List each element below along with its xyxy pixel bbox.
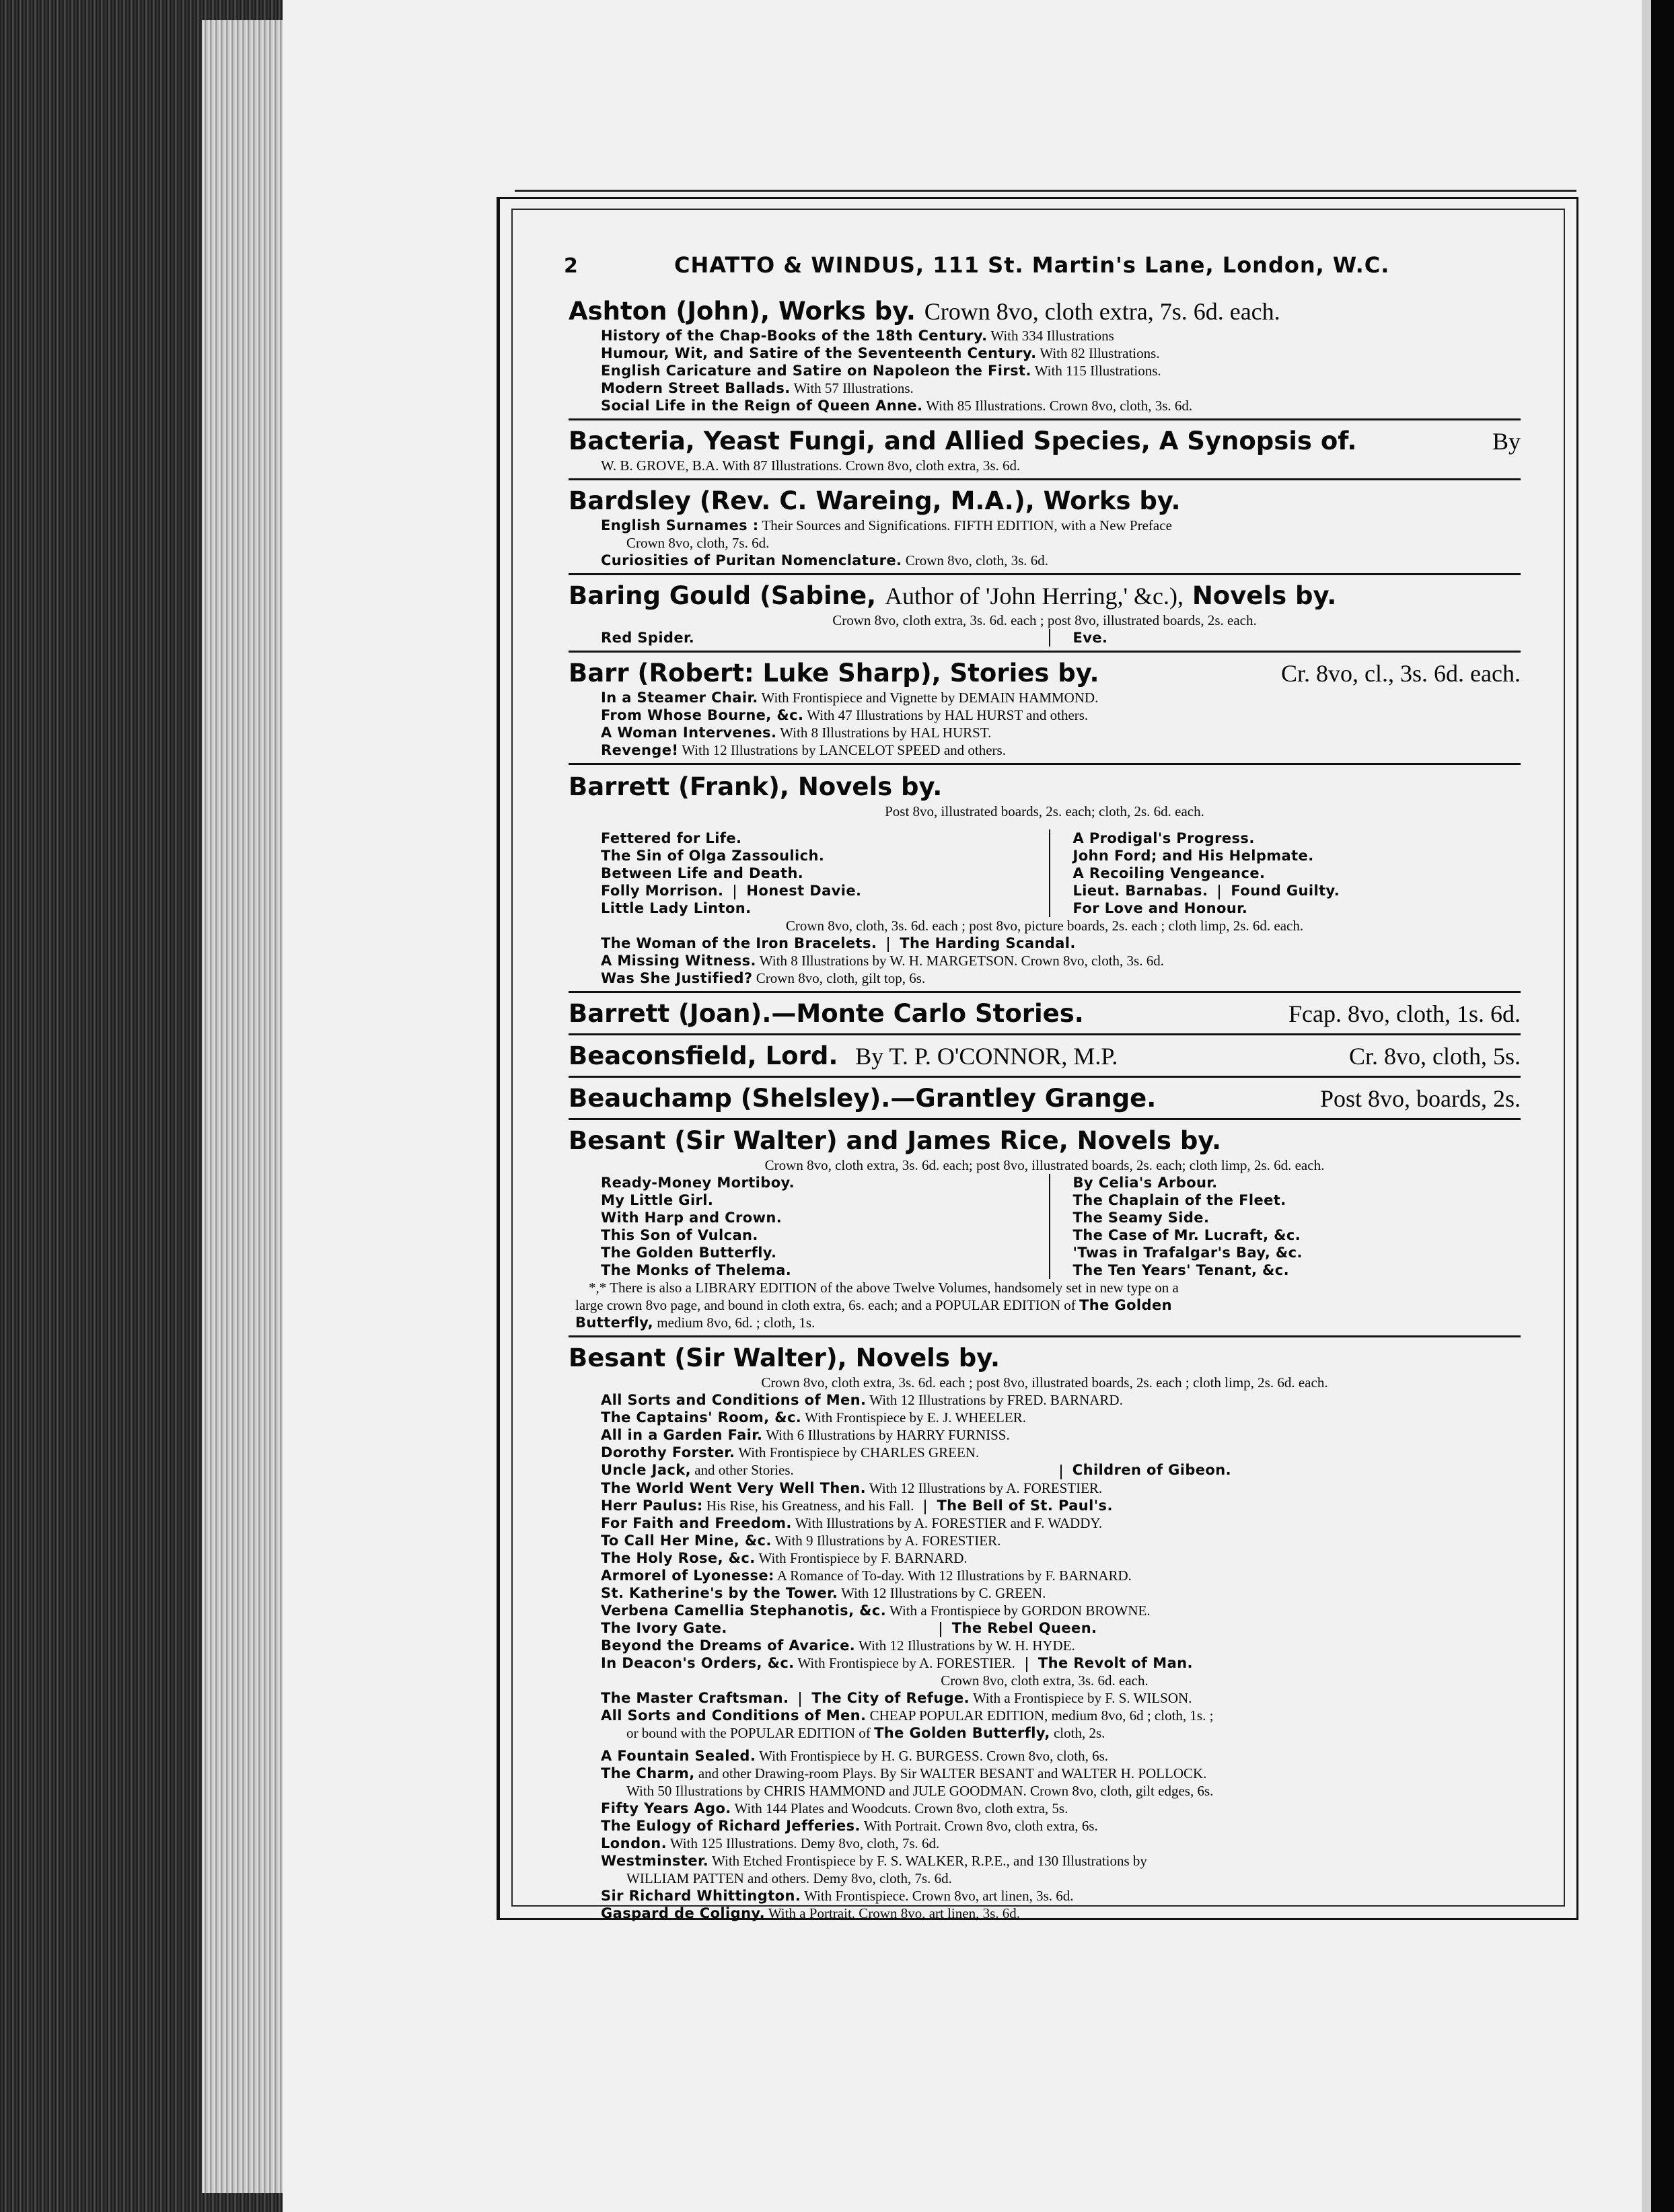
price-line: Crown 8vo, cloth, 7s. 6d. bbox=[626, 535, 770, 551]
list-item: Westminster. With Etched Frontispiece by F. S. WALKER, R.P.E., and 130 Illustrations by bbox=[601, 1853, 1147, 1870]
author-heading: Beauchamp (Shelsley).—Grantley Grange. bbox=[569, 1084, 1157, 1113]
format-text: Crown 8vo, cloth extra, 7s. 6d. each. bbox=[924, 298, 1280, 325]
list-item: Was She Justified? Crown 8vo, cloth, gilt top, 6s. bbox=[601, 970, 926, 987]
note-line: Butterfly, medium 8vo, 6d. ; cloth, 1s. bbox=[575, 1315, 815, 1331]
list-item: To Call Her Mine, &c. With 9 Illustrations by A. FORESTIER. bbox=[601, 1532, 1001, 1549]
entry-barrett-frank bbox=[569, 772, 1521, 993]
list-item: English Surnames : Their Sources and Significations. FIFTH EDITION, with a New Preface bbox=[601, 517, 1172, 533]
author-heading: Barrett (Frank), Novels by. bbox=[569, 772, 943, 801]
detail-line: W. B. GROVE, B.A. With 87 Illustrations. Crown 8vo, cloth extra, 3s. 6d. bbox=[601, 457, 1021, 474]
right-page-edge bbox=[1642, 0, 1674, 2212]
list-item: Curiosities of Puritan Nomenclature. Crown 8vo, cloth, 3s. 6d. bbox=[601, 552, 1049, 568]
entry-besant-rice bbox=[569, 1126, 1521, 1337]
list-item: Armorel of Lyonesse: A Romance of To-day. With 12 Illustrations by F. BARNARD. bbox=[601, 1567, 1132, 1584]
note-line: *,* There is also a LIBRARY EDITION of the above Twelve Volumes, handsomely set in new type on a bbox=[589, 1280, 1179, 1296]
author-heading: Baring Gould (Sabine, bbox=[569, 581, 877, 610]
entry-bacteria: Bacteria, Yeast Fungi, and Allied Species, A Synopsis of. By W. B. GROVE, B.A. With 87 Illustrations. Crown 8vo, cloth extra, 3s. 6d. bbox=[569, 426, 1521, 480]
book-edge bbox=[0, 0, 283, 2212]
list-item: Revenge! With 12 Illustrations by LANCELOT SPEED and others. bbox=[601, 742, 1006, 758]
list-item: Gaspard de Coligny. With a Portrait. Crown 8vo, art linen, 3s. 6d. bbox=[601, 1905, 1021, 1922]
page-block-edge bbox=[202, 20, 283, 2193]
list-item: Herr Paulus: His Rise, his Greatness, and his Fall. The Bell of St. Paul's. bbox=[601, 1497, 1113, 1514]
list-item: From Whose Bourne, &c. With 47 Illustrations by HAL HURST and others. bbox=[601, 707, 1089, 723]
list-item: The Captains' Room, &c. With Frontispiece by E. J. WHEELER. bbox=[601, 1409, 1026, 1426]
list-item: The Ivory Gate. The Rebel Queen. bbox=[601, 1619, 1097, 1636]
list-item: The Eulogy of Richard Jefferies. With Portrait. Crown 8vo, cloth extra, 6s. bbox=[601, 1818, 1098, 1835]
entry-bardsley bbox=[569, 486, 1521, 575]
list-item: All Sorts and Conditions of Men. CHEAP POPULAR EDITION, medium 8vo, 6d ; cloth, 1s. ; bbox=[601, 1707, 1214, 1724]
entry-ashton bbox=[569, 296, 1521, 420]
list-item: In Deacon's Orders, &c. With Frontispiece by A. FORESTIER. The Revolt of Man. bbox=[601, 1654, 1193, 1671]
format-line: Crown 8vo, cloth extra, 3s. 6d. each ; post 8vo, illustrated boards, 2s. each. bbox=[832, 612, 1257, 628]
entry-barrett-joan: Barrett (Joan).—Monte Carlo Stories. Fcap. 8vo, cloth, 1s. 6d. bbox=[569, 998, 1521, 1035]
author-heading: Besant (Sir Walter), Novels by. bbox=[569, 1343, 1000, 1373]
format-line: Crown 8vo, cloth extra, 3s. 6d. each ; post 8vo, illustrated boards, 2s. each ; cloth limp, 2s. 6d. each. bbox=[761, 1374, 1328, 1391]
page-number: 2 bbox=[564, 254, 578, 278]
list-item: The Holy Rose, &c. With Frontispiece by F. BARNARD. bbox=[601, 1549, 968, 1566]
list-item: A Fountain Sealed. With Frontispiece by H. G. BURGESS. Crown 8vo, cloth, 6s. bbox=[601, 1748, 1109, 1765]
format-line: Post 8vo, illustrated boards, 2s. each; cloth, 2s. 6d. each. bbox=[885, 803, 1204, 819]
list-item: All Sorts and Conditions of Men. With 12 Illustrations by FRED. BARNARD. bbox=[601, 1392, 1123, 1409]
entry-baring-gould: Baring Gould (Sabine, Author of 'John Herring,' &c.), Novels by. Crown 8vo, cloth extra, 3s. 6d. each ; post 8vo, illustrated boards, 2s. each. Red Spider. Eve. bbox=[569, 581, 1521, 653]
list-item: History of the Chap-Books of the 18th Century. With 334 Illustrations bbox=[601, 328, 1114, 344]
entry-besant bbox=[569, 1343, 1521, 1926]
list-item: English Caricature and Satire on Napoleon the First. With 115 Illustrations. bbox=[601, 363, 1161, 379]
two-column-list: Ready-Money Mortiboy. My Little Girl. With Harp and Crown. This Son of Vulcan. The Golden Butterfly. The Monks of Thelema. By Celia's Arbour. The Chaplain of the Fleet. The Seamy Side. The Case of Mr. Lucraft, &c. 'Twas in Trafalgar's Bay, &c. The Ten Years' Tenant, &c. bbox=[569, 1174, 1521, 1279]
publisher-heading: CHATTO & WINDUS, 111 St. Martin's Lane, London, W.C. bbox=[674, 252, 1390, 278]
author-heading: Beaconsfield, Lord. bbox=[569, 1041, 838, 1071]
list-item: All in a Garden Fair. With 6 Illustrations by HARRY FURNISS. bbox=[601, 1427, 1010, 1444]
list-item: Uncle Jack, and other Stories. Children of Gibeon. bbox=[601, 1462, 1231, 1479]
entry-barr: Barr (Robert: Luke Sharp), Stories by. Cr. 8vo, cl., 3s. 6d. each. In a Steamer Chair. With Frontispiece and Vignette by DEMAIN HAMMOND. From Whose Bourne, &c. With 47 Illustrations by HAL HURST and others. A Woman Intervenes. With 8 Illustrations by HAL HURST. Revenge! With 12 Illustrations by LANCELOT SPEED and others. bbox=[569, 658, 1521, 765]
list-item: For Faith and Freedom. With Illustrations by A. FORESTIER and F. WADDY. bbox=[601, 1514, 1103, 1531]
note-line: WILLIAM PATTEN and others. Demy 8vo, cloth, 7s. 6d. bbox=[626, 1870, 952, 1887]
two-column-list: Fettered for Life. The Sin of Olga Zassoulich. Between Life and Death. Folly Morrison. Honest Davie. Little Lady Linton. A Prodigal's Progress. John Ford; and His Helpmate. A Recoiling Vengeance. Lieut. Barnabas. Found Guilty. For Love and Honour. bbox=[569, 830, 1521, 917]
note-line: With 50 Illustrations by CHRIS HAMMOND and JULE GOODMAN. Crown 8vo, cloth, gilt edges, 6s. bbox=[626, 1783, 1214, 1800]
entry-beauchamp: Beauchamp (Shelsley).—Grantley Grange. Post 8vo, boards, 2s. bbox=[569, 1083, 1521, 1120]
two-column-list: Red Spider. Eve. bbox=[569, 629, 1521, 647]
note-line: large crown 8vo page, and bound in cloth extra, 6s. each; and a POPULAR EDITION of The Golden bbox=[575, 1297, 1172, 1314]
author-heading: Ashton (John), Works by. bbox=[569, 297, 916, 326]
list-item: In a Steamer Chair. With Frontispiece and Vignette by DEMAIN HAMMOND. bbox=[601, 690, 1099, 706]
list-item: or bound with the POPULAR EDITION of The Golden Butterfly, cloth, 2s. bbox=[626, 1725, 1105, 1742]
author-heading: Barrett (Joan).—Monte Carlo Stories. bbox=[569, 999, 1084, 1029]
author-heading: Besant (Sir Walter) and James Rice, Novels by. bbox=[569, 1126, 1222, 1156]
format-line: Crown 8vo, cloth extra, 3s. 6d. each. bbox=[941, 1672, 1149, 1689]
list-item: Sir Richard Whittington. With Frontispiece. Crown 8vo, art linen, 3s. 6d. bbox=[601, 1888, 1074, 1905]
list-item: Beyond the Dreams of Avarice. With 12 Illustrations by W. H. HYDE. bbox=[601, 1637, 1075, 1654]
list-item: A Missing Witness. With 8 Illustrations by W. H. MARGETSON. Crown 8vo, cloth, 3s. 6d. bbox=[601, 953, 1164, 969]
catalogue-page bbox=[564, 242, 1521, 1931]
running-head bbox=[564, 242, 1521, 296]
list-item: The Woman of the Iron Bracelets. The Harding Scandal. bbox=[601, 935, 1076, 952]
list-item: Verbena Camellia Stephanotis, &c. With a Frontispiece by GORDON BROWNE. bbox=[601, 1602, 1151, 1619]
list-item: St. Katherine's by the Tower. With 12 Illustrations by C. GREEN. bbox=[601, 1584, 1046, 1601]
list-item: London. With 125 Illustrations. Demy 8vo, cloth, 7s. 6d. bbox=[601, 1835, 940, 1852]
author-heading: Bacteria, Yeast Fungi, and Allied Species, A Synopsis of. bbox=[569, 427, 1357, 455]
list-item: The Charm, and other Drawing-room Plays. By Sir WALTER BESANT and WALTER H. POLLOCK. bbox=[601, 1765, 1207, 1782]
list-item: Modern Street Ballads. With 57 Illustrations. bbox=[601, 380, 914, 396]
format-line: Crown 8vo, cloth, 3s. 6d. each ; post 8vo, picture boards, 2s. each ; cloth limp, 2s. 6d. each. bbox=[785, 918, 1304, 934]
author-heading: Barr (Robert: Luke Sharp), Stories by. bbox=[569, 659, 1099, 688]
author-heading: Bardsley (Rev. C. Wareing, M.A.), Works by. bbox=[569, 486, 1181, 515]
list-item: The Master Craftsman. The City of Refuge. With a Frontispiece by F. S. WILSON. bbox=[601, 1690, 1192, 1707]
format-line: Crown 8vo, cloth extra, 3s. 6d. each; post 8vo, illustrated boards, 2s. each; cloth limp, 2s. 6d. each. bbox=[764, 1157, 1325, 1174]
list-item: The World Went Very Well Then. With 12 Illustrations by A. FORESTIER. bbox=[601, 1479, 1103, 1496]
list-item: A Woman Intervenes. With 8 Illustrations by HAL HURST. bbox=[601, 725, 992, 741]
list-item: Fifty Years Ago. With 144 Plates and Woodcuts. Crown 8vo, cloth extra, 5s. bbox=[601, 1800, 1068, 1817]
list-item: Humour, Wit, and Satire of the Seventeenth Century. With 82 Illustrations. bbox=[601, 345, 1160, 361]
entry-beaconsfield: Beaconsfield, Lord. By T. P. O'CONNOR, M.P. Cr. 8vo, cloth, 5s. bbox=[569, 1041, 1521, 1078]
list-item: Dorothy Forster. With Frontispiece by CHARLES GREEN. bbox=[601, 1444, 980, 1461]
list-item: Social Life in the Reign of Queen Anne. With 85 Illustrations. Crown 8vo, cloth, 3s. 6d. bbox=[601, 398, 1193, 414]
